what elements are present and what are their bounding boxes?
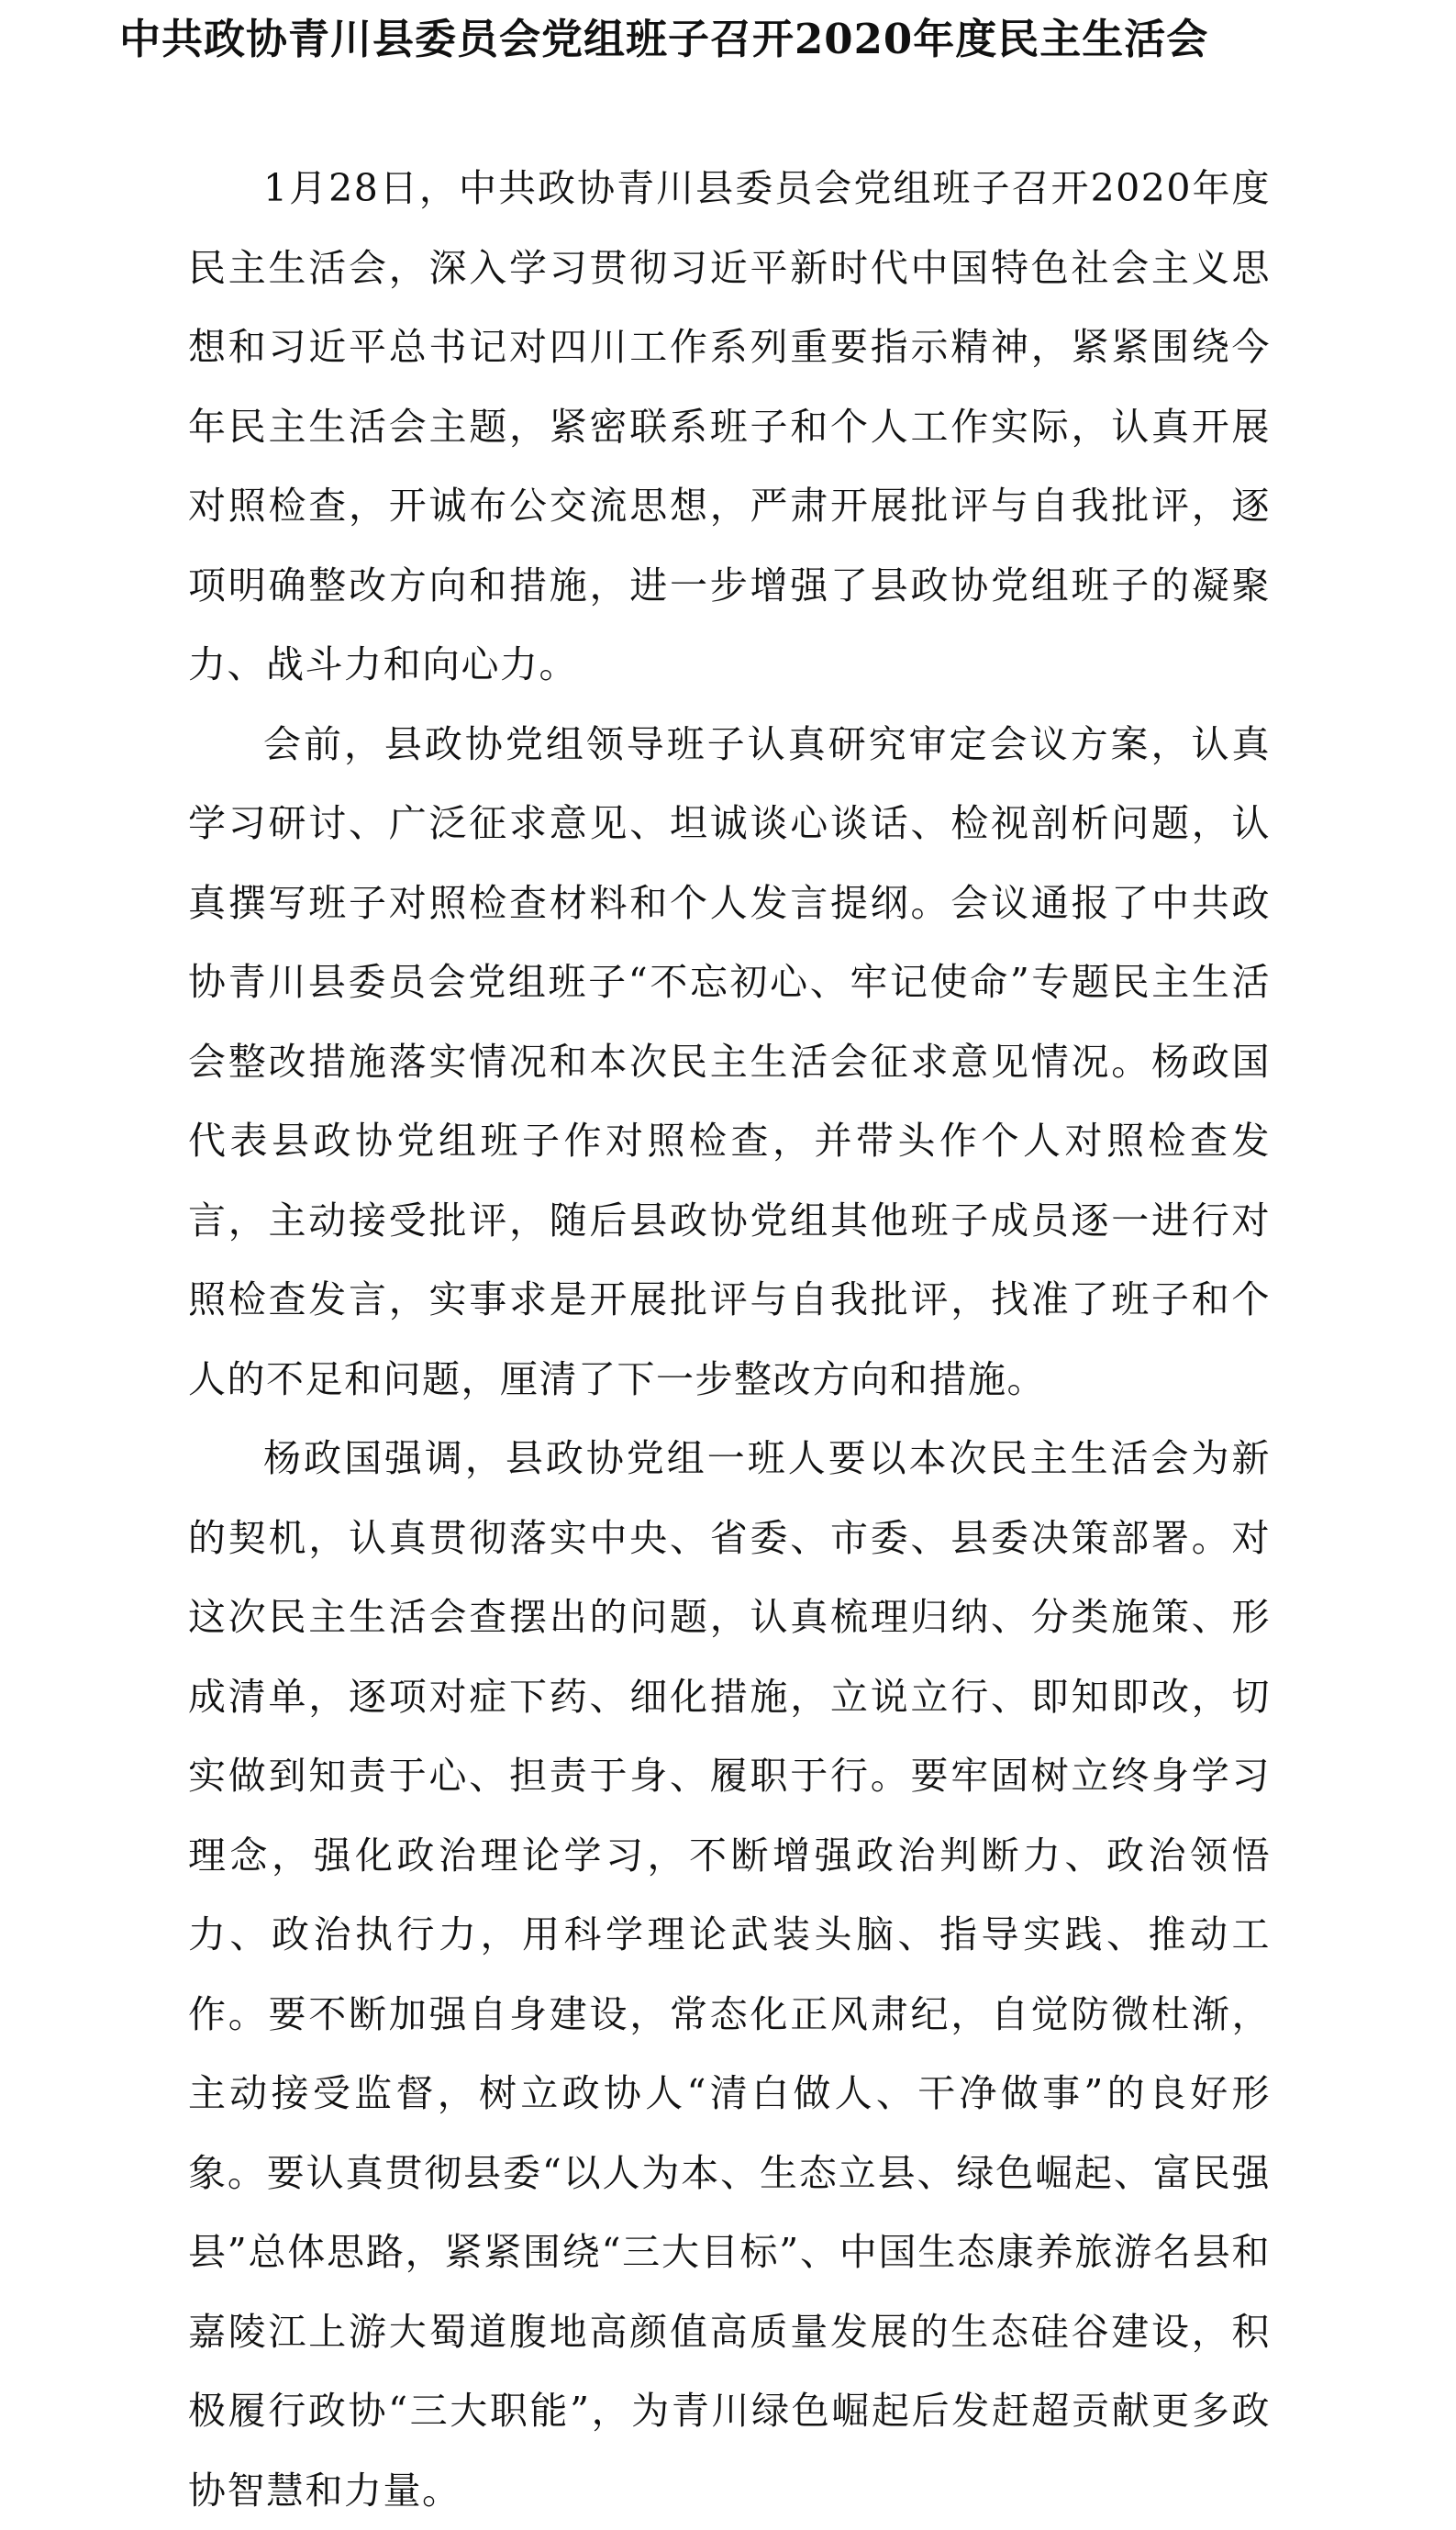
paragraph-2: 会前，县政协党组领导班子认真研究审定会议方案，认真学习研讨、广泛征求意见、坦诚谈心谈话、检视剖析问题，认真撰写班子对照检查材料和个人发言提纲。会议通报了中共政协青川县委员会党组班子“不忘初心、牢记使命”专题民主生活会整改措施落实情况和本次民主生活会征求意见情况。杨政国代表县政协党组班子作对照检查，并带头作个人对照检查发言，主动接受批评，随后县政协党组其他班子成员逐一进行对照检查发言，实事求是开展批评与自我批评，找准了班子和个人的不足和问题，厘清了下一步整改方向和措施。 — [188, 721, 1271, 1401]
paragraph-3: 杨政国强调，县政协党组一班人要以本次民主生活会为新的契机，认真贯彻落实中央、省委、市委、县委决策部署。对这次民主生活会查摆出的问题，认真梳理归纳、分类施策、形成清单，逐项对症下药、细化措施，立说立行、即知即改，切实做到知责于心、担责于身、履职于行。要牢固树立终身学习理念，强化政治理论学习，不断增强政治判断力、政治领悟力、政治执行力，用科学理论武装头脑、指导实践、推动工作。要不断加强自身建设，常态化正风肃纪，自觉防微杜渐，主动接受监督，树立政协人“清白做人、干净做事”的良好形象。要认真贯彻县委“以人为本、生态立县、绿色崛起、富民强县”总体思路，紧紧围绕“三大目标”、中国生态康养旅游名县和嘉陵江上游大蜀道腹地高颜值高质量发展的生态硅谷建设，积极履行政协“三大职能”，为青川绿色崛起后发赶超贡献更多政协智慧和力量。 — [188, 1436, 1271, 2513]
document-title: 中共政协青川县委员会党组班子召开2020年度民主生活会 — [119, 15, 1209, 63]
document-body — [188, 149, 1271, 2530]
paragraph-1: 1月28日，中共政协青川县委员会党组班子召开2020年度民主生活会，深入学习贯彻习近平新时代中国特色社会主义思想和习近平总书记对四川工作系列重要指示精神，紧紧围绕今年民主生活会主题，紧密联系班子和个人工作实际，认真开展对照检查，开诚布公交流思想，严肃开展批评与自我批评，逐项明确整改方向和措施，进一步增强了县政协党组班子的凝聚力、战斗力和向心力。 — [188, 166, 1271, 686]
